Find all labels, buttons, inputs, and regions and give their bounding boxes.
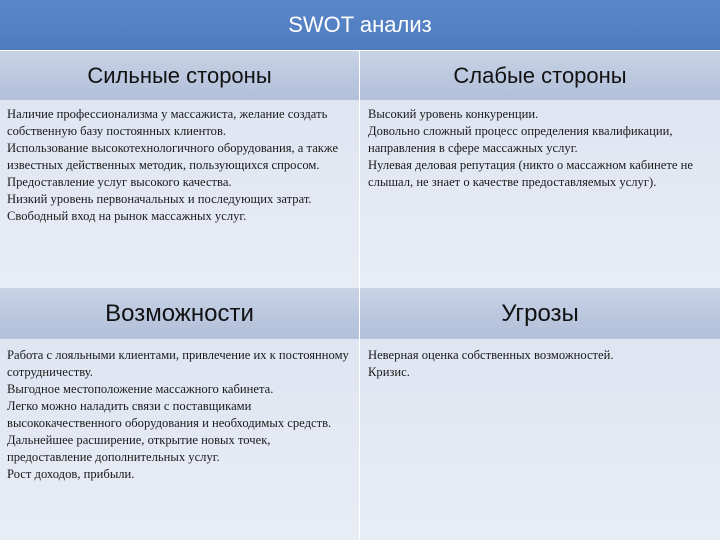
table-title: SWOT анализ: [0, 0, 720, 51]
opportunity-item: Работа с лояльными клиентами, привлечение их к постоянному сотрудничеству.: [7, 348, 349, 379]
opportunities-cell: [0, 339, 360, 540]
weaknesses-cell: [360, 100, 720, 288]
strengths-heading: Сильные стороны: [0, 51, 360, 100]
threats-heading: Угрозы: [360, 288, 720, 339]
strength-item: Наличие профессионализма у массажиста, желание создать собственную базу постоянных клиентов.: [7, 107, 328, 138]
opportunity-item: Дальнейшее расширение, открытие новых точек, предоставление дополнительных услуг.: [7, 433, 271, 464]
strength-item: Свободный вход на рынок массажных услуг.: [7, 209, 247, 223]
opportunities-heading: Возможности: [0, 288, 360, 339]
strength-item: Низкий уровень первоначальных и последующих затрат.: [7, 192, 312, 206]
opportunity-item: Рост доходов, прибыли.: [7, 467, 135, 481]
strength-item: Использование высокотехнологичного оборудования, а также известных действенных методик, пользующихся спросом.: [7, 141, 339, 172]
threats-cell: [360, 339, 720, 540]
opportunity-item: Легко можно наладить связи с поставщиками высококачественного оборудования и необходимых средств.: [7, 399, 332, 430]
threat-item: Неверная оценка собственных возможностей.: [368, 348, 614, 362]
threat-item: Кризис.: [368, 365, 410, 379]
weakness-item: Высокий уровень конкуренции.: [368, 107, 539, 121]
opportunity-item: Выгодное местоположение массажного кабинета.: [7, 382, 274, 396]
weakness-item: Довольно сложный процесс определения квалификации, направления в сфере массажных услуг.: [368, 124, 673, 155]
strengths-cell: [0, 100, 360, 288]
weakness-item: Нулевая деловая репутация (никто о массажном кабинете не слышал, не знает о качестве предоставляемых услуг).: [368, 158, 693, 189]
strength-item: Предоставление услуг высокого качества.: [7, 175, 232, 189]
weaknesses-heading: Слабые стороны: [360, 51, 720, 100]
